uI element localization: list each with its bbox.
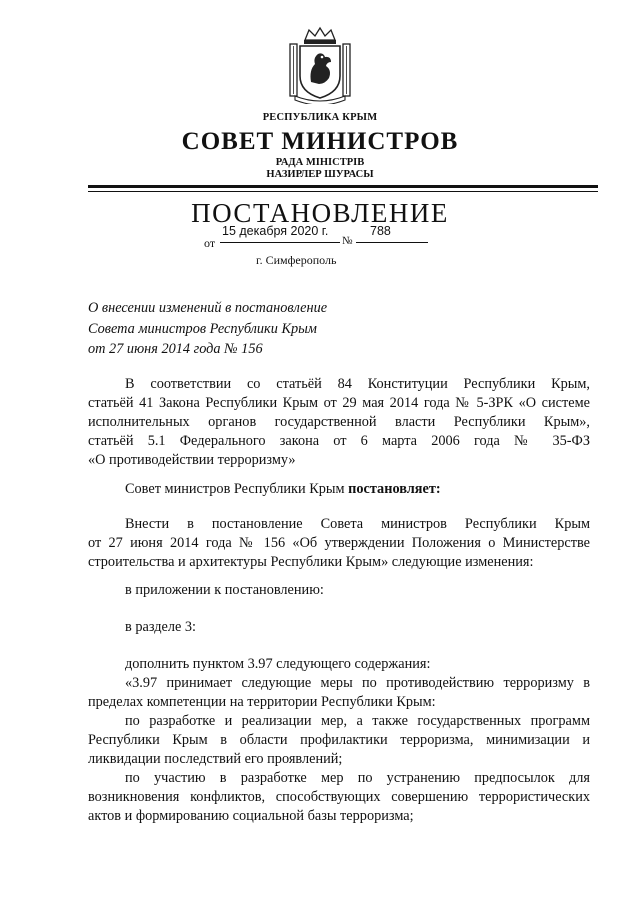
number-sign: № [342,235,353,247]
paragraph-line: В соответствии со статьёй 84 Конституции Республики Крым, [125,376,590,392]
council-name: СОВЕТ МИНИСТРОВ [181,128,459,155]
number-underline [356,242,428,243]
paragraph-legal-basis [88,375,590,470]
paragraph-measures-conflicts [88,769,590,826]
council-name-ukrainian: РАДА МІНІСТРІВ [275,157,365,168]
paragraph-line: по участию в разработке мер по устранению предпосылок для [125,770,590,786]
paragraph-line: статьёй 5.1 Федерального закона от 6 марта 2006 года № 35-ФЗ [88,433,590,449]
paragraph-line: «3.97 принимает следующие меры по противодействию терроризму в [125,675,590,691]
paragraph-line: ликвидации последствий его проявлений; [88,751,343,767]
paragraph-add-item [88,655,590,674]
header-rule-thin [88,191,598,192]
paragraph-line: Внести в постановление Совета министров Республики Крым [125,516,590,532]
paragraph-item-3-97 [88,674,590,712]
decree-title [88,298,327,360]
header-rule-thick [88,185,598,188]
paragraph-line: возникновения конфликтов, способствующих совершению террористических [88,789,590,805]
decree-title-line: О внесении изменений в постановление [88,300,328,316]
paragraph-section [88,618,590,637]
paragraph-line: дополнить пунктом 3.97 следующего содержания: [125,656,431,672]
city-name: г. Симферополь [256,253,337,267]
decree-title-line: от 27 июня 2014 года № 156 [88,341,263,357]
paragraph-line: от 27 июня 2014 года № 156 «Об утверждении Положения о Министерстве [88,535,590,551]
date-prefix: от [204,236,216,250]
paragraph-line: статьёй 41 Закона Республики Крым от 29 мая 2014 года № 5-ЗРК «О системе [88,395,590,411]
paragraph-line: Республики Крым в области профилактики терроризма, минимизации и [88,732,590,748]
paragraph-line: «О противодействии терроризму» [88,452,296,468]
paragraph-line: в разделе 3: [125,619,197,635]
paragraph-line: по разработке и реализации мер, а также государственных программ [125,713,590,729]
decree-date-stamp: 15 декабря 2020 г. [222,224,329,238]
resolves-keyword: постановляет: [348,481,441,497]
decree-number-stamp: 788 [370,224,391,238]
date-underline [220,242,340,243]
paragraph-line: актов и формированию социальной базы терроризма; [88,808,414,824]
paragraph-appendix [88,581,590,600]
paragraph-resolves [88,480,590,499]
paragraph-line: пределах компетенции на территории Республики Крым: [88,694,436,710]
paragraph-line: строительства и архитектуры Республики Крым» следующие изменения: [88,554,534,570]
decree-heading: ПОСТАНОВЛЕНИЕ [191,198,449,228]
paragraph-amend [88,515,590,572]
resolves-text: Совет министров Республики Крым [125,481,349,497]
crimea-coat-of-arms-icon [287,26,353,104]
paragraph-line: исполнительных органов государственной власти Республики Крым», [88,414,590,430]
paragraph-measures-programs [88,712,590,769]
paragraph-line: в приложении к постановлению: [125,582,324,598]
republic-name: РЕСПУБЛИКА КРЫМ [262,112,378,123]
council-name-crimean-tatar: НАЗИРЛЕР ШУРАСЫ [266,169,374,180]
decree-title-line: Совета министров Республики Крым [88,320,317,337]
